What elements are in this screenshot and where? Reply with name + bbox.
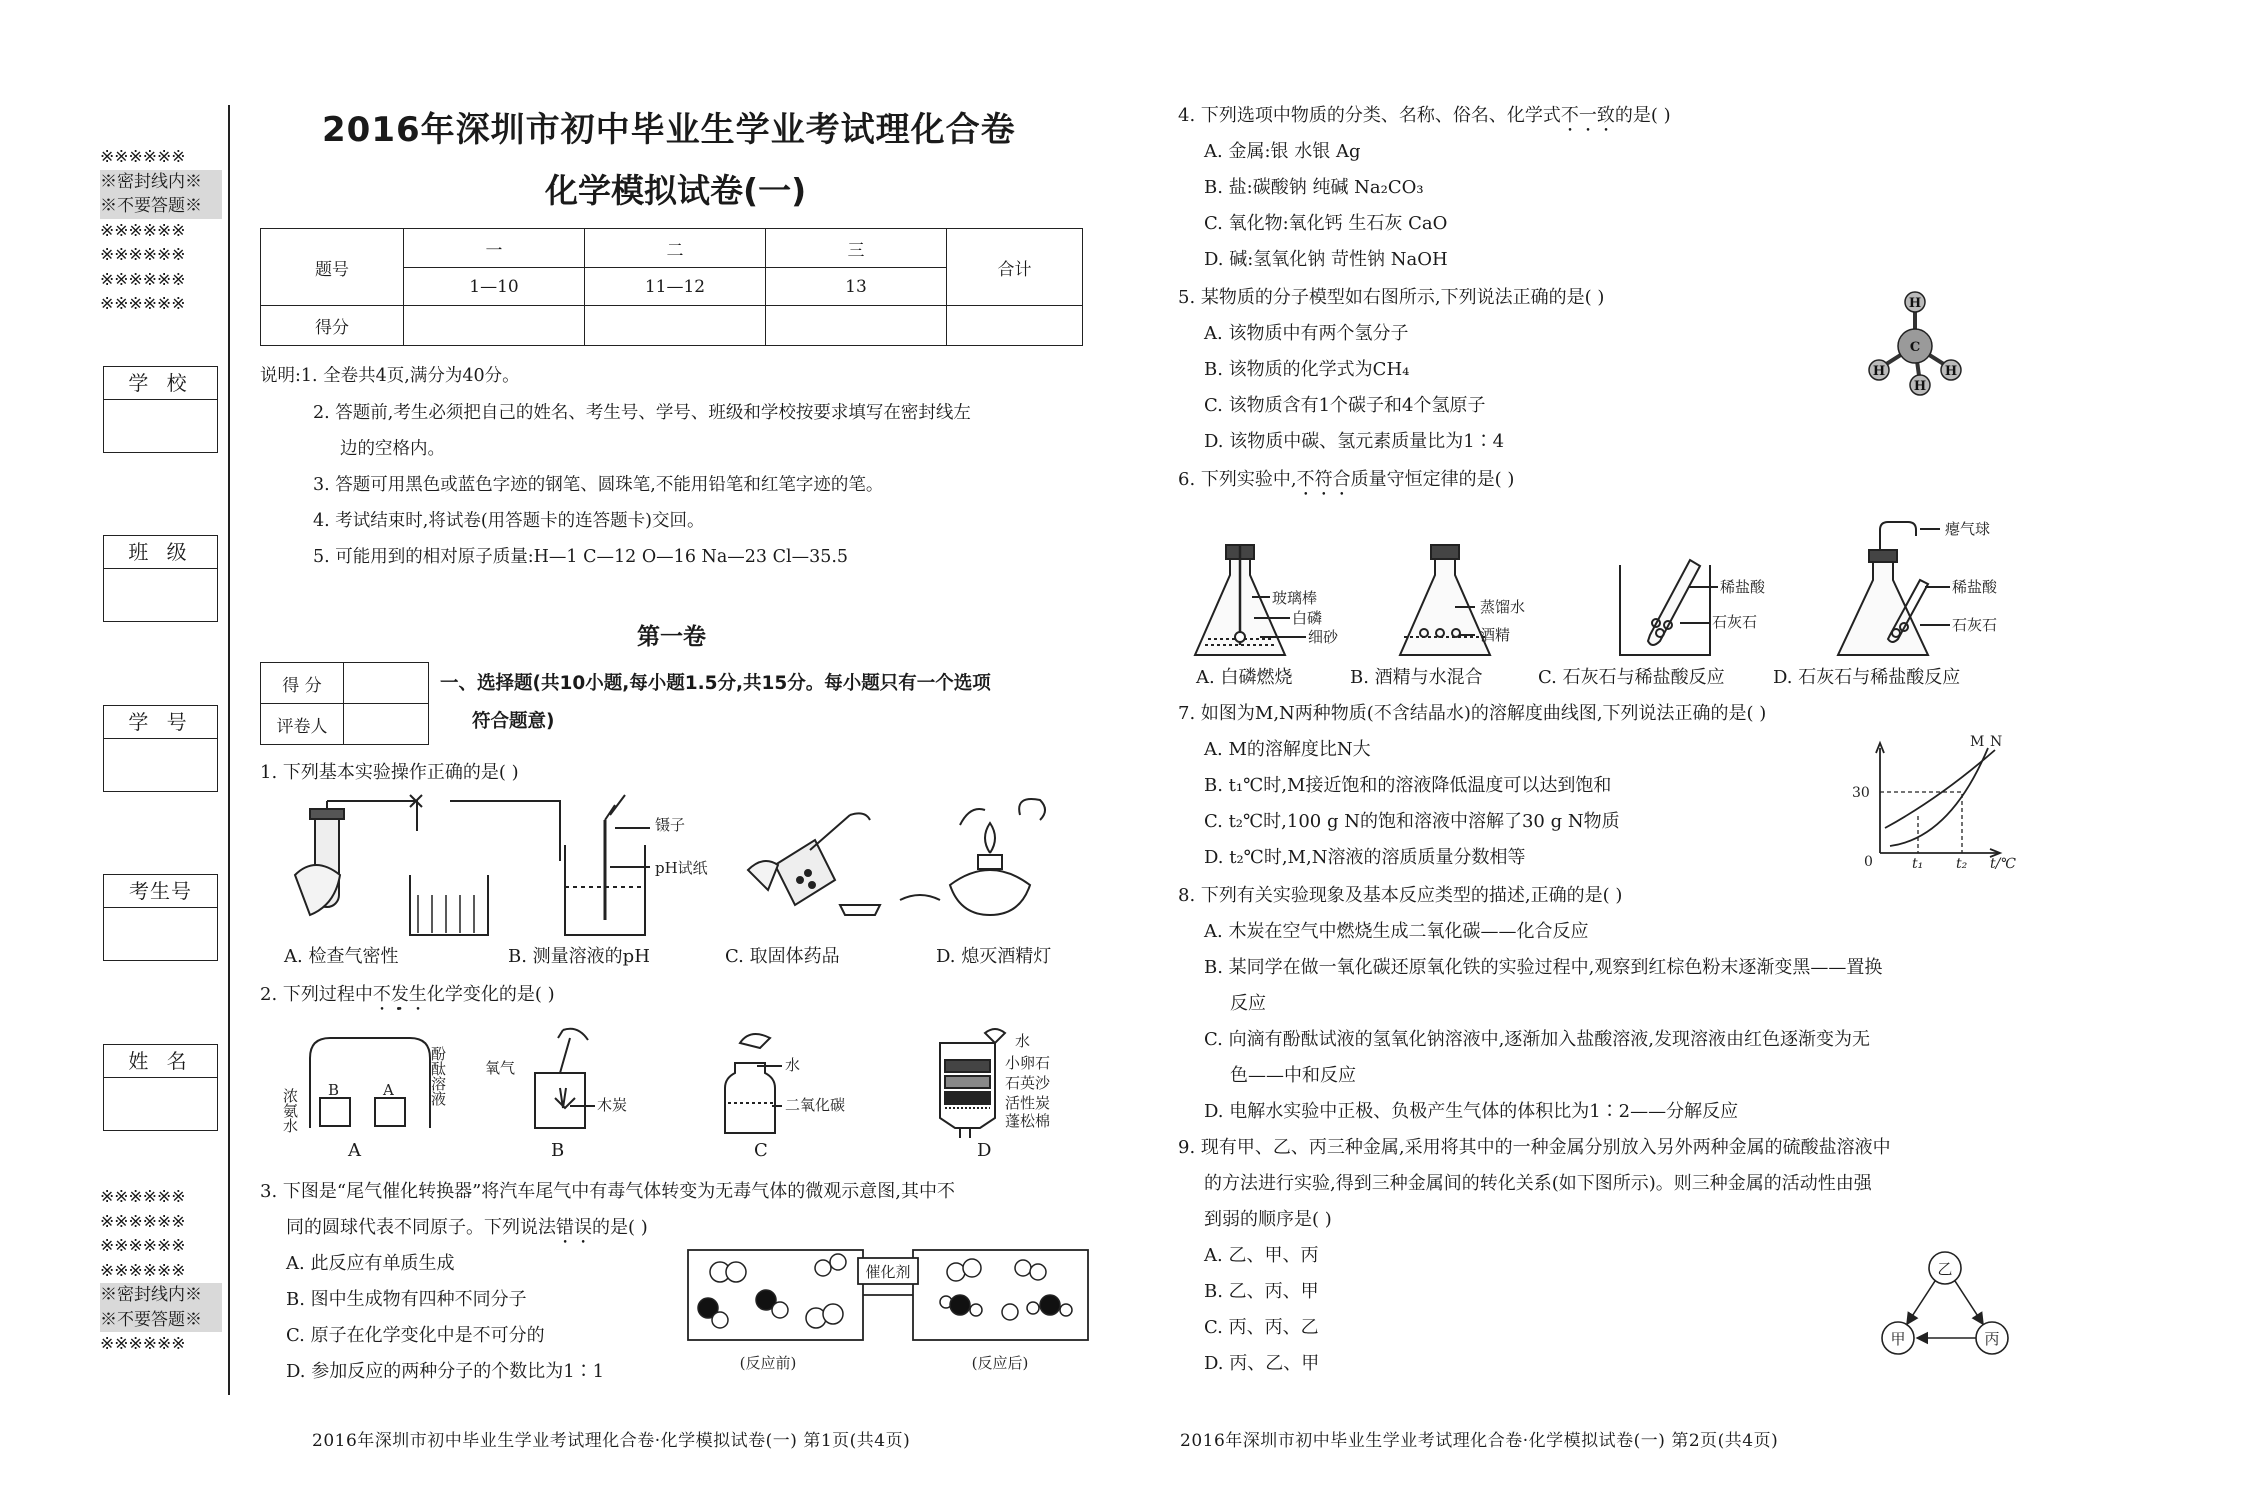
- q3-before-label: (反应前): [739, 1354, 797, 1372]
- grade-box: [260, 662, 429, 745]
- q7-stem: 7. 如图为M,N两种物质(不含结晶水)的溶解度曲线图,下列说法正确的是( ): [1178, 703, 1767, 724]
- q1-solid-reagent-figure: [748, 813, 880, 915]
- seal-line: ※※※※※※: [100, 1187, 186, 1207]
- section-name: 二: [585, 229, 766, 268]
- q5-option-d[interactable]: D. 该物质中碳、氢元素质量比为1∶4: [1204, 431, 1505, 452]
- q1-option-d[interactable]: D. 熄灭酒精灯: [936, 946, 1052, 967]
- q1-label-tweezers: 镊子: [655, 816, 686, 834]
- score-table: [260, 228, 1083, 346]
- section-heading-cont: 符合题意): [472, 711, 555, 732]
- section-name: 一: [404, 229, 585, 268]
- q6-label-lime-c: 石灰石: [1712, 613, 1758, 631]
- seal-divider-line: [228, 105, 230, 1395]
- row-label-score: 得分: [261, 306, 404, 346]
- q5-atom-label-c: C: [1909, 340, 1921, 355]
- seal-line: ※不要答题※: [100, 1308, 222, 1333]
- q8-option-b-cont: 反应: [1230, 993, 1266, 1014]
- q8-option-c[interactable]: C. 向滴有酚酞试液的氢氧化钠溶液中,逐渐加入盐酸溶液,发现溶液由红色逐渐变为无: [1204, 1029, 1871, 1050]
- q4-stem: [1178, 98, 1671, 136]
- q7-label-m: M: [1970, 734, 1985, 750]
- q2-stem-post: 化学变化的是( ): [426, 984, 555, 1005]
- q1-option-c[interactable]: C. 取固体药品: [725, 946, 840, 967]
- q3-after-box: [913, 1250, 1088, 1340]
- q7-t2: t₂: [1956, 856, 1968, 872]
- section-range: 13: [766, 268, 947, 306]
- q4-option-c[interactable]: C. 氧化物:氧化钙 生石灰 CaO: [1204, 213, 1448, 234]
- q6-label-alcohol: 酒精: [1480, 626, 1511, 644]
- id-label: 姓 名: [104, 1045, 217, 1078]
- seal-line: ※密封线内※: [100, 1283, 222, 1308]
- q2-fig-a: [310, 1038, 430, 1128]
- q6-label-lime-d: 石灰石: [1952, 616, 1998, 634]
- q6-figures: [1180, 515, 2010, 665]
- id-label: 班 级: [104, 536, 217, 569]
- note-line: 3. 答题可用黑色或蓝色字迹的钢笔、圆珠笔,不能用铅笔和红笔字迹的笔。: [313, 475, 884, 495]
- q7-option-d[interactable]: D. t₂℃时,M,N溶液的溶质质量分数相等: [1204, 847, 1526, 868]
- q2-option-b[interactable]: B: [551, 1140, 565, 1161]
- section-range: 1—10: [404, 268, 585, 306]
- q7-t1: t₁: [1912, 856, 1924, 872]
- note-line: 2. 答题前,考生必须把自己的姓名、考生号、学号、班级和学校按要求填写在密封线左: [313, 403, 971, 423]
- q6-option-b[interactable]: B. 酒精与水混合: [1350, 667, 1483, 688]
- note-line: 4. 考试结束时,将试卷(用答题卡的连答题卡)交回。: [313, 511, 705, 531]
- q6-stem-emphasis: 不符合: [1296, 469, 1351, 490]
- q2-fig-d: [940, 1029, 1051, 1138]
- q9-option-d[interactable]: D. 丙、乙、甲: [1204, 1353, 1320, 1374]
- q6-label-sand: 细砂: [1308, 628, 1339, 646]
- q1-figures: [260, 795, 1060, 945]
- volume-title: 第一卷: [637, 624, 706, 650]
- q6-label-glass-rod: 玻璃棒: [1272, 589, 1318, 607]
- q2-option-d[interactable]: D: [977, 1140, 992, 1161]
- q3-option-a[interactable]: A. 此反应有单质生成: [286, 1253, 455, 1274]
- q9-node-top-label: 乙: [1937, 1260, 1953, 1278]
- id-box-exam-number[interactable]: [103, 874, 218, 961]
- q3-option-d[interactable]: D. 参加反应的两种分子的个数比为1∶1: [286, 1361, 605, 1382]
- q1-alcohol-lamp-figure: [900, 799, 1045, 915]
- q7-xlabel: t/℃: [1990, 856, 2017, 872]
- id-label: 学 号: [104, 706, 217, 739]
- q1-label-ph-paper: pH试纸: [655, 859, 708, 877]
- q2-stem: [260, 977, 555, 1015]
- q4-option-d[interactable]: D. 碱:氢氧化钠 苛性钠 NaOH: [1204, 249, 1448, 270]
- grade-grader-cell[interactable]: [344, 704, 429, 745]
- q5-option-b[interactable]: B. 该物质的化学式为CH₄: [1204, 359, 1410, 380]
- q6-stem-pre: 6. 下列实验中,: [1178, 469, 1297, 490]
- q8-option-c-cont: 色——中和反应: [1230, 1065, 1356, 1086]
- q3-option-b[interactable]: B. 图中生成物有四种不同分子: [286, 1289, 527, 1310]
- q5-stem: 5. 某物质的分子模型如右图所示,下列说法正确的是( ): [1178, 287, 1605, 308]
- q4-option-a[interactable]: A. 金属:银 水银 Ag: [1204, 141, 1361, 162]
- q3-stem-line2: [286, 1210, 648, 1248]
- q9-option-c[interactable]: C. 丙、丙、乙: [1204, 1317, 1319, 1338]
- q2-label-pebbles: 小卵石: [1005, 1054, 1051, 1072]
- q2-label-cotton: 蓬松棉: [1005, 1112, 1051, 1130]
- q2-stem-emphasis: 不发生: [372, 984, 427, 1005]
- q1-ph-measure-figure: [565, 795, 708, 935]
- score-cell[interactable]: [766, 306, 947, 346]
- q9-node-right-label: 丙: [1984, 1330, 2000, 1348]
- q7-curve-n: [1885, 750, 1995, 828]
- id-box-school[interactable]: [103, 366, 218, 453]
- q6-option-c[interactable]: C. 石灰石与稀盐酸反应: [1538, 667, 1725, 688]
- q4-stem-pre: 4. 下列选项中物质的分类、名称、俗名、化学式: [1178, 105, 1561, 126]
- q6-fig-c: [1620, 560, 1718, 655]
- q9-stem-line1: 9. 现有甲、乙、丙三种金属,采用将其中的一种金属分别放入另外两种金属的硫酸盐溶液中: [1178, 1137, 1891, 1158]
- id-box-name[interactable]: [103, 1044, 218, 1131]
- seal-stripe-top: [100, 145, 222, 317]
- seal-line: ※密封线内※: [100, 170, 222, 195]
- q6-fig-d: [1838, 522, 1950, 655]
- q1-option-a[interactable]: A. 检查气密性: [284, 946, 399, 967]
- q4-stem-post: 的是( ): [1614, 105, 1671, 126]
- q2-label-phenol: 酚酞溶液: [429, 1046, 447, 1106]
- q8-option-d[interactable]: D. 电解水实验中正极、负极产生气体的体积比为1∶2——分解反应: [1204, 1101, 1739, 1122]
- q7-curve-m: [1890, 748, 1988, 846]
- q3-catalyst-label: 催化剂: [865, 1263, 911, 1281]
- q7-option-a[interactable]: A. M的溶解度比N大: [1204, 739, 1371, 760]
- q2-option-a[interactable]: A: [348, 1140, 361, 1161]
- q2-label-ammonia: 浓氨水: [281, 1088, 299, 1133]
- q6-label-acid-c: 稀盐酸: [1720, 578, 1766, 596]
- q2-label-a: A: [383, 1081, 394, 1099]
- q2-label-sand: 石英沙: [1005, 1074, 1051, 1092]
- q6-fig-b: [1400, 545, 1490, 655]
- q6-option-a[interactable]: A. 白磷燃烧: [1196, 667, 1293, 688]
- q6-option-d[interactable]: D. 石灰石与稀盐酸反应: [1773, 667, 1961, 688]
- footer-left: 2016年深圳市初中毕业生学业考试理化合卷·化学模拟试卷(一) 第1页(共4页): [312, 1431, 911, 1451]
- score-cell[interactable]: [404, 306, 585, 346]
- id-box-student-number[interactable]: [103, 705, 218, 792]
- seal-line: ※※※※※※: [100, 1236, 186, 1256]
- id-box-class[interactable]: [103, 535, 218, 622]
- q4-stem-emphasis: 不一致: [1560, 105, 1615, 126]
- seal-stripe-bottom: [100, 1185, 222, 1357]
- q5-atom-label-h: H: [1872, 364, 1886, 379]
- q1-stem: 1. 下列基本实验操作正确的是( ): [260, 762, 519, 783]
- q2-label-charcoal: 木炭: [597, 1096, 628, 1114]
- seal-line: ※※※※※※: [100, 147, 186, 167]
- seal-line: ※※※※※※: [100, 294, 186, 314]
- q9-stem-line2: 的方法进行实验,得到三种金属间的转化关系(如下图所示)。则三种金属的活动性由强: [1204, 1173, 1872, 1194]
- q5-methane-model: [1865, 288, 2015, 398]
- q2-label-water-c: 水: [785, 1056, 801, 1074]
- q7-label-n: N: [1990, 734, 2003, 750]
- q9-stem-line3: 到弱的顺序是( ): [1204, 1209, 1332, 1230]
- footer-right: 2016年深圳市初中毕业生学业考试理化合卷·化学模拟试卷(一) 第2页(共4页): [1180, 1431, 1779, 1451]
- q5-option-a[interactable]: A. 该物质中有两个氢分子: [1204, 323, 1409, 344]
- q1-option-b[interactable]: B. 测量溶液的pH: [508, 946, 650, 967]
- seal-line: ※※※※※※: [100, 269, 186, 290]
- q6-label-white-p: 白磷: [1292, 609, 1323, 627]
- q5-atom-label-h: H: [1944, 364, 1958, 379]
- q6-label-water: 蒸馏水: [1480, 598, 1526, 616]
- q3-stem-pre: 同的圆球代表不同原子。下列说法: [286, 1217, 556, 1238]
- q7-solubility-graph: [1850, 734, 2020, 872]
- id-label: 考生号: [104, 875, 217, 908]
- q7-origin: 0: [1864, 854, 1873, 870]
- score-cell[interactable]: [585, 306, 766, 346]
- q3-stem-line1: 3. 下图是“尾气催化转换器”将汽车尾气中有毒气体转变为无毒气体的微观示意图,其中不: [260, 1181, 956, 1202]
- q7-ytick-30: 30: [1852, 785, 1870, 801]
- q8-option-a[interactable]: A. 木炭在空气中燃烧生成二氧化碳——化合反应: [1204, 921, 1589, 942]
- q1-airtight-check-figure: [295, 795, 560, 935]
- seal-line: ※※※※※※: [100, 1334, 186, 1354]
- q7-option-c[interactable]: C. t₂℃时,100 g N的饱和溶液中溶解了30 g N物质: [1204, 811, 1620, 832]
- total-label: 合计: [947, 229, 1083, 306]
- q9-conversion-diagram: [1880, 1250, 2010, 1360]
- q6-stem-post: 质量守恒定律的是( ): [1350, 469, 1515, 490]
- q6-label-acid-d: 稀盐酸: [1952, 578, 1998, 596]
- q2-option-c[interactable]: C: [754, 1140, 768, 1161]
- q3-after-label: (反应后): [971, 1354, 1029, 1372]
- grade-score-cell[interactable]: [344, 663, 429, 704]
- q9-node-left-label: 甲: [1890, 1330, 1906, 1348]
- q3-molecule-diagram: [688, 1250, 1088, 1390]
- q2-label-oxygen: 氧气: [485, 1059, 516, 1077]
- grade-grader-label: 评卷人: [261, 704, 344, 745]
- q9-option-a[interactable]: A. 乙、甲、丙: [1204, 1245, 1319, 1266]
- paper-title: 2016年深圳市初中毕业生学业考试理化合卷: [322, 110, 1016, 150]
- q2-fig-b: [485, 1029, 627, 1128]
- q3-option-c[interactable]: C. 原子在化学变化中是不可分的: [286, 1325, 545, 1346]
- row-label-question: 题号: [261, 229, 404, 306]
- q6-label-balloon: 瘪气球: [1945, 520, 1991, 538]
- id-label: 学 校: [104, 367, 217, 400]
- q2-label-co2: 二氧化碳: [785, 1096, 846, 1114]
- q5-atom-label-h: H: [1908, 296, 1922, 311]
- seal-line: ※※※※※※: [100, 1260, 186, 1281]
- q6-stem: [1178, 462, 1514, 500]
- seal-line: ※※※※※※: [100, 1211, 186, 1232]
- note-line: 说明:1. 全卷共4页,满分为40分。: [260, 366, 520, 386]
- q8-option-b[interactable]: B. 某同学在做一氧化碳还原氧化铁的实验过程中,观察到红棕色粉末逐渐变黑——置换: [1204, 957, 1883, 978]
- score-cell[interactable]: [947, 306, 1083, 346]
- q5-atom-label-h: H: [1913, 379, 1927, 394]
- note-line: 5. 可能用到的相对原子质量:H—1 C—12 O—16 Na—23 Cl—35.5: [313, 547, 849, 567]
- seal-line: ※不要答题※: [100, 194, 222, 219]
- q2-label-carbon: 活性炭: [1005, 1094, 1051, 1112]
- q3-stem-post: 的是( ): [592, 1217, 648, 1238]
- note-line: 边的空格内。: [340, 439, 445, 459]
- q8-stem: 8. 下列有关实验现象及基本反应类型的描述,正确的是( ): [1178, 885, 1623, 906]
- q5-option-c[interactable]: C. 该物质含有1个碳子和4个氢原子: [1204, 395, 1486, 416]
- section-heading: 一、选择题(共10小题,每小题1.5分,共15分。每小题只有一个选项: [440, 673, 991, 694]
- section-range: 11—12: [585, 268, 766, 306]
- grade-score-label: 得 分: [261, 663, 344, 704]
- q4-option-b[interactable]: B. 盐:碳酸钠 纯碱 Na₂CO₃: [1204, 177, 1424, 198]
- q2-label-b: B: [328, 1081, 340, 1099]
- q7-option-b[interactable]: B. t₁℃时,M接近饱和的溶液降低温度可以达到饱和: [1204, 775, 1612, 796]
- q2-figures: [280, 1028, 1080, 1138]
- q2-label-water-d: 水: [1015, 1032, 1031, 1050]
- q2-stem-pre: 2. 下列过程中: [260, 984, 373, 1005]
- seal-line: ※※※※※※: [100, 245, 186, 265]
- paper-subtitle: 化学模拟试卷(一): [545, 171, 807, 210]
- q2-fig-c: [725, 1034, 845, 1133]
- q9-option-b[interactable]: B. 乙、丙、甲: [1204, 1281, 1319, 1302]
- seal-line: ※※※※※※: [100, 220, 186, 241]
- q3-stem-emphasis: 错误: [556, 1217, 592, 1238]
- section-name: 三: [766, 229, 947, 268]
